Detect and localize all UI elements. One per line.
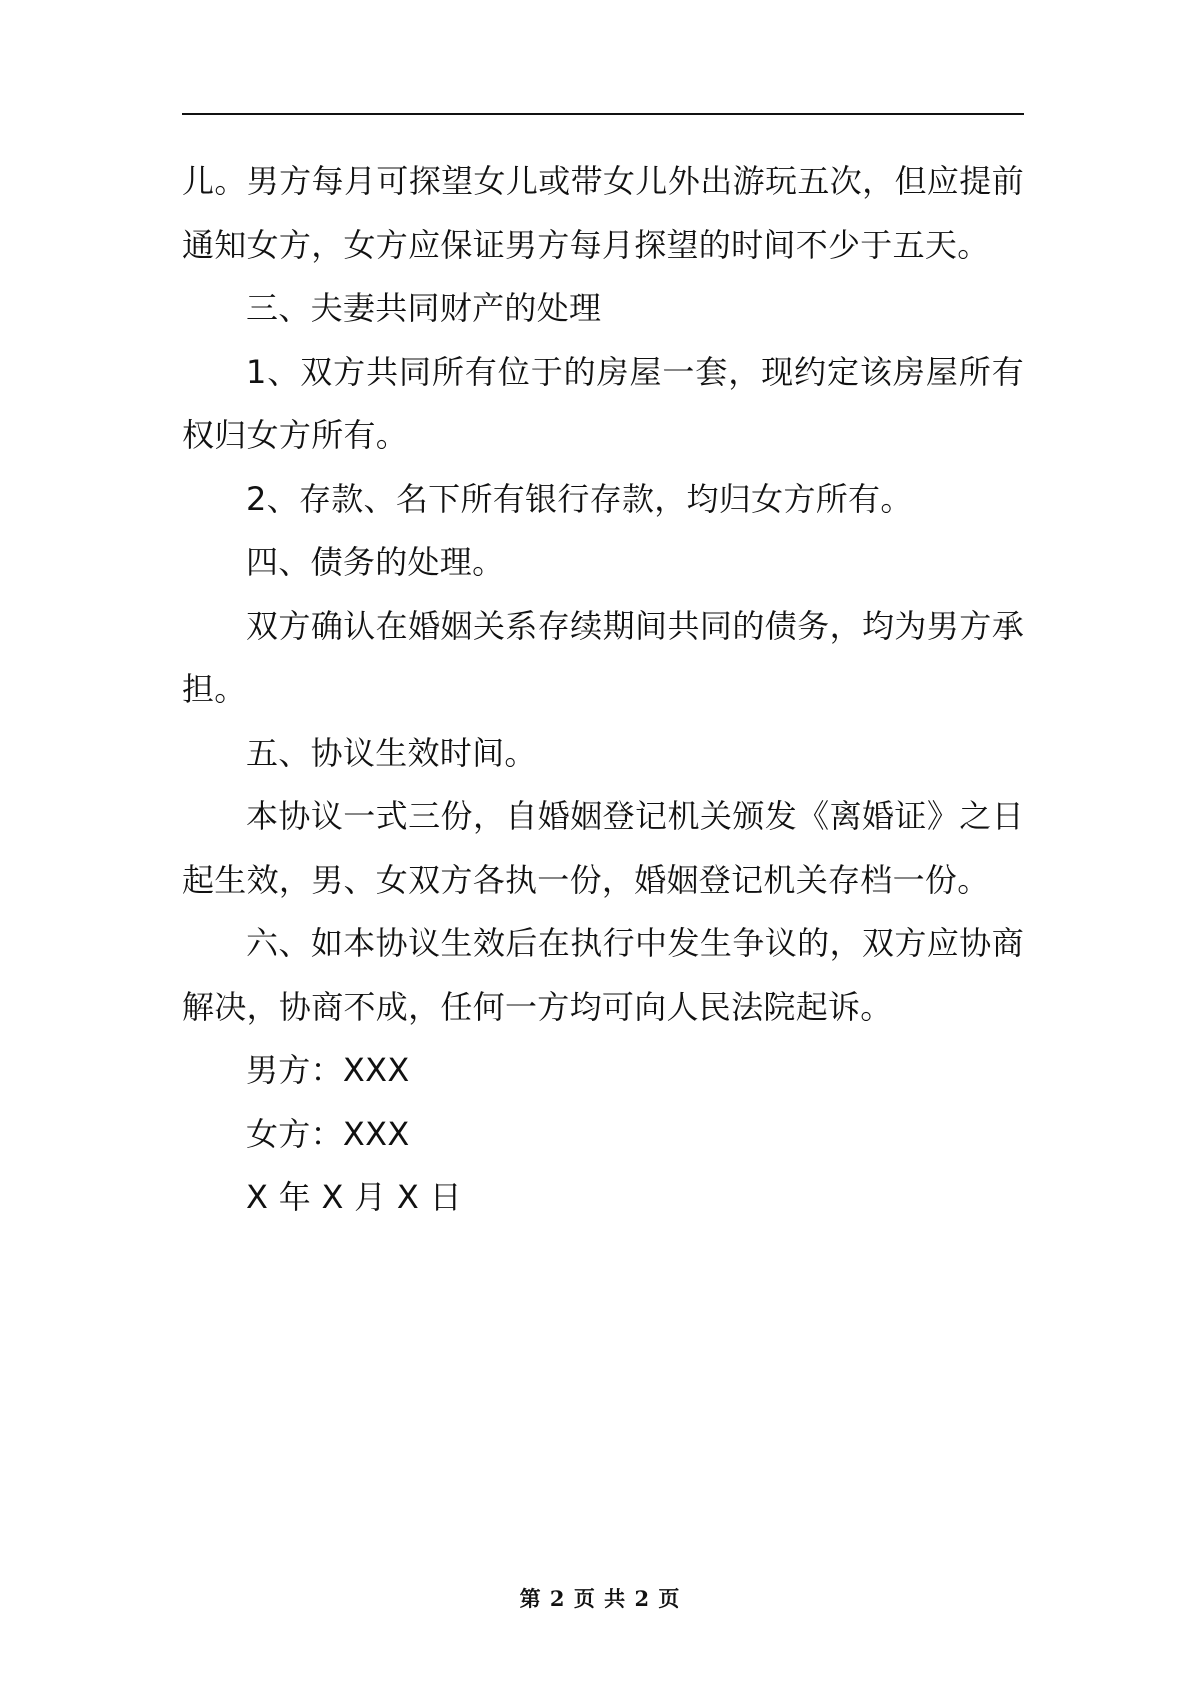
paragraph-deposits: 2、存款、名下所有银行存款，均归女方所有。 xyxy=(246,479,913,518)
page-footer xyxy=(0,1583,1200,1613)
heading-effective-time: 五、协议生效时间。 xyxy=(246,733,537,772)
page-number-label: 第 2 页 共 2 页 xyxy=(519,1586,681,1611)
paragraph-debts: 双方确认在婚姻关系存续期间共同的债务，均为男方承担。 xyxy=(182,606,1024,708)
paragraph-dispute: 六、如本协议生效后在执行中发生争议的，双方应协商解决，协商不成，任何一方均可向人民法院起诉。 xyxy=(182,924,1024,1026)
signature-male: 男方：XXX xyxy=(246,1051,410,1089)
heading-debts: 四、债务的处理。 xyxy=(246,543,505,581)
header-rule xyxy=(182,113,1024,115)
paragraph-effective-time: 本协议一式三份，自婚姻登记机关颁发《离婚证》之日起生效，男、女双方各执一份，婚姻登记机关存档一份。 xyxy=(182,797,1024,899)
paragraph-visitation: 儿。男方每月可探望女儿或带女儿外出游玩五次，但应提前通知女方，女方应保证男方每月探望的时间不少于五天。 xyxy=(182,162,1024,264)
document-body xyxy=(182,150,1024,1230)
signature-female: 女方：XXX xyxy=(246,1114,410,1153)
heading-property-division: 三、夫妻共同财产的处理 xyxy=(246,289,602,327)
paragraph-house: 1、双方共同所有位于的房屋一套，现约定该房屋所有权归女方所有。 xyxy=(182,352,1024,454)
signature-date: X 年 X 月 X 日 xyxy=(246,1178,462,1216)
